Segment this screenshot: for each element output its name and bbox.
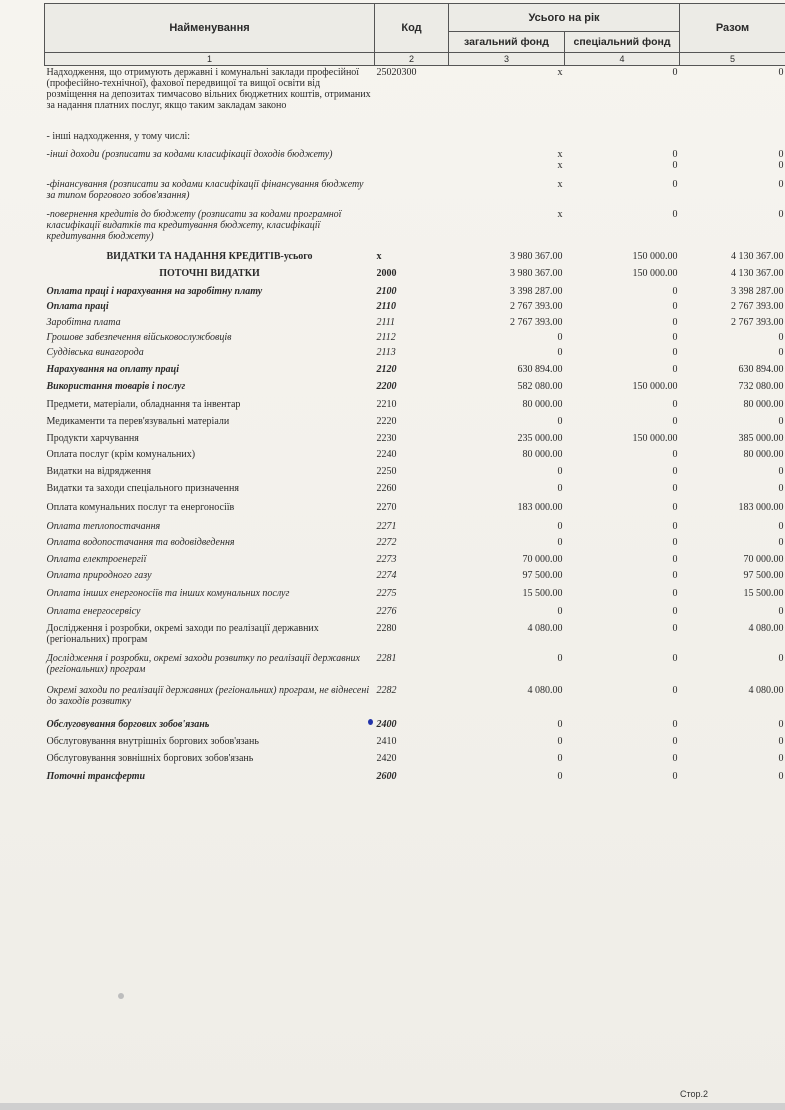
row-general-fund <box>449 130 565 148</box>
row-special-fund: 0 <box>672 416 678 427</box>
row-name: Видатки та заходи спеціального призначення <box>46 483 239 494</box>
row-total: 0 0 <box>778 149 784 171</box>
row-total: 3 398 287.00 <box>731 286 784 297</box>
row-code: 2271 <box>376 521 397 532</box>
table-row <box>45 285 785 300</box>
row-general-fund: x <box>557 67 563 78</box>
scan-edge <box>0 1103 785 1110</box>
table-row <box>45 501 785 520</box>
row-code: 2282 <box>376 685 397 696</box>
header-year-total: Усього на рік <box>449 4 680 32</box>
row-code: 2250 <box>376 466 397 477</box>
header-code: Код <box>375 4 449 53</box>
row-code: 2276 <box>376 606 397 617</box>
table-row <box>45 432 785 448</box>
row-general-fund: 3 398 287.00 <box>510 286 563 297</box>
row-special-fund: 0 <box>672 364 678 375</box>
row-name: Медикаменти та перев'язувальні матеріали <box>46 416 230 427</box>
row-code: 2210 <box>376 399 397 410</box>
row-special-fund: 0 <box>672 483 678 494</box>
scan-speck <box>368 719 373 725</box>
row-general-fund: 0 <box>557 466 563 477</box>
row-code: 2120 <box>376 364 397 375</box>
row-name: Оплата електроенергії <box>46 554 147 565</box>
table-row <box>45 553 785 569</box>
row-general-fund: 4 080.00 <box>527 685 563 696</box>
row-special-fund: 0 <box>672 286 678 297</box>
row-total: 0 <box>778 67 784 78</box>
row-code: 2400 <box>376 719 397 730</box>
row-code: 2270 <box>376 502 397 513</box>
row-general-fund: 0 <box>557 771 563 782</box>
header-col-1: 1 <box>45 53 375 66</box>
row-total: 0 <box>778 521 784 532</box>
row-name: -інші доходи (розписати за кодами класифікації доходів бюджету) <box>46 149 333 160</box>
row-code: x <box>376 251 382 262</box>
row-special-fund: 0 <box>672 771 678 782</box>
row-special-fund: 0 <box>672 554 678 565</box>
row-name: -фінансування (розписати за кодами класифікації фінансування бюджету за типом боргового зобов'язання) <box>46 179 364 201</box>
table-row <box>45 448 785 465</box>
row-name: Окремі заходи по реалізації державних (регіональних) програм, не віднесені до заходів розвитку <box>46 685 370 707</box>
row-code: 2273 <box>376 554 397 565</box>
row-name: Грошове забезпечення військовослужбовців <box>46 332 232 343</box>
table-body <box>45 66 785 793</box>
row-special-fund: 0 <box>672 301 678 312</box>
row-code: 2220 <box>376 416 397 427</box>
row-general-fund: 0 <box>557 537 563 548</box>
row-total: 97 500.00 <box>743 570 784 581</box>
row-special-fund: 0 0 <box>672 149 678 171</box>
row-general-fund: 80 000.00 <box>522 399 563 410</box>
row-total: 0 <box>778 606 784 617</box>
row-code: 2113 <box>376 347 396 358</box>
row-total <box>680 130 785 148</box>
row-code: 2260 <box>376 483 397 494</box>
table-row <box>45 520 785 536</box>
row-total: 0 <box>778 347 784 358</box>
row-special-fund: 0 <box>672 347 678 358</box>
row-name: Оплата праці <box>46 301 109 312</box>
row-name: Обслуговування зовнішніх боргових зобов'язань <box>46 753 254 764</box>
row-special-fund: 0 <box>672 209 678 220</box>
header-col-3: 3 <box>449 53 565 66</box>
row-total: 2 767 393.00 <box>731 301 784 312</box>
row-code: 2280 <box>376 623 397 634</box>
row-general-fund: 0 <box>557 521 563 532</box>
row-name: Надходження, що отримують державні і комунальні заклади професійної (професійно-технічної), фахової передвищої та вищої освіти від розміщення на депозитах тимчасово вільних бюджетних коштів, отриманих за надання платних послуг, якщо таким закладам законо <box>46 67 371 111</box>
row-total: 15 500.00 <box>743 588 784 599</box>
row-total: 385 000.00 <box>738 433 784 444</box>
row-name: Предмети, матеріали, обладнання та інвентар <box>46 399 241 410</box>
row-special-fund <box>565 130 680 148</box>
table-row <box>45 652 785 684</box>
row-name: Дослідження і розробки, окремі заходи по реалізації державних (регіональних) програм <box>46 623 319 645</box>
row-total: 80 000.00 <box>743 449 784 460</box>
row-code: 25020300 <box>376 67 417 78</box>
row-name: Заробітна плата <box>46 317 121 328</box>
row-name: ВИДАТКИ ТА НАДАННЯ КРЕДИТІВ-усього <box>106 251 313 262</box>
row-special-fund: 0 <box>672 449 678 460</box>
row-special-fund: 0 <box>672 606 678 617</box>
row-total: 0 <box>778 653 784 664</box>
row-special-fund: 0 <box>672 317 678 328</box>
row-name: Продукти харчування <box>46 433 139 444</box>
row-special-fund: 0 <box>672 502 678 513</box>
header-name: Найменування <box>45 4 375 53</box>
row-total: 0 <box>778 416 784 427</box>
row-total: 0 <box>778 537 784 548</box>
row-name: Оплата природного газу <box>46 570 152 581</box>
table-row <box>45 770 785 792</box>
row-special-fund: 150 000.00 <box>632 433 678 444</box>
row-special-fund: 0 <box>672 67 678 78</box>
row-general-fund: 0 <box>557 736 563 747</box>
row-total: 0 <box>778 736 784 747</box>
table-row <box>45 208 785 250</box>
header-total: Разом <box>680 4 785 53</box>
table-row <box>45 735 785 752</box>
row-name: Оплата праці і нарахування на заробітну плату <box>46 286 263 297</box>
header-general-fund: загальний фонд <box>449 32 565 53</box>
row-special-fund: 0 <box>672 537 678 548</box>
table-row <box>45 331 785 346</box>
table-row <box>45 363 785 380</box>
row-special-fund: 0 <box>672 685 678 696</box>
row-code: 2600 <box>376 771 397 782</box>
table-row <box>45 482 785 501</box>
row-general-fund: 0 <box>557 653 563 664</box>
row-special-fund: 0 <box>672 719 678 730</box>
row-general-fund: 582 080.00 <box>517 381 563 392</box>
row-general-fund: 0 <box>557 719 563 730</box>
table-row <box>45 316 785 331</box>
table-row <box>45 66 785 131</box>
row-general-fund: 2 767 393.00 <box>510 301 563 312</box>
header-col-2: 2 <box>375 53 449 66</box>
row-special-fund: 150 000.00 <box>632 381 678 392</box>
row-special-fund: 0 <box>672 736 678 747</box>
table-row <box>45 148 785 178</box>
row-special-fund: 0 <box>672 753 678 764</box>
row-code <box>375 208 449 250</box>
row-name: Оплата комунальних послуг та енергоносіїв <box>46 502 235 513</box>
row-code: 2111 <box>376 317 396 328</box>
table-row <box>45 605 785 622</box>
row-special-fund: 150 000.00 <box>632 268 678 279</box>
row-general-fund: 2 767 393.00 <box>510 317 563 328</box>
row-total: 4 130 367.00 <box>731 251 784 262</box>
row-code: 2272 <box>376 537 397 548</box>
table-row <box>45 752 785 770</box>
row-name: Поточні трансферти <box>46 771 146 782</box>
table-row <box>45 398 785 415</box>
row-name: Дослідження і розробки, окремі заходи розвитку по реалізації державних (регіональних) програм <box>46 653 360 675</box>
budget-table <box>44 3 785 792</box>
row-general-fund: 97 500.00 <box>522 570 563 581</box>
header-col-5: 5 <box>680 53 785 66</box>
row-code: 2274 <box>376 570 397 581</box>
row-general-fund: x <box>557 179 563 190</box>
table-row <box>45 684 785 718</box>
row-name: Оплата енергосервісу <box>46 606 141 617</box>
row-name: ПОТОЧНІ ВИДАТКИ <box>159 268 260 279</box>
row-name: Обслуговування боргових зобов'язань <box>46 719 210 730</box>
row-general-fund: 0 <box>557 347 563 358</box>
table-row <box>45 130 785 148</box>
row-total: 2 767 393.00 <box>731 317 784 328</box>
row-name: Використання товарів і послуг <box>46 381 186 392</box>
header-col-4: 4 <box>565 53 680 66</box>
row-code: 2281 <box>376 653 397 664</box>
row-name: Нарахування на оплату праці <box>46 364 179 375</box>
row-name: -повернення кредитів до бюджету (розписати за кодами програмної класифікації видатків та кредитування бюджету, класифікації кредитування бюджету) <box>46 209 342 242</box>
row-total: 0 <box>778 771 784 782</box>
row-total: 0 <box>778 483 784 494</box>
row-code: 2110 <box>376 301 396 312</box>
row-general-fund: 0 <box>557 416 563 427</box>
row-total: 732 080.00 <box>738 381 784 392</box>
row-code <box>375 148 449 178</box>
row-total: 630 894.00 <box>738 364 784 375</box>
row-general-fund: 3 980 367.00 <box>510 268 563 279</box>
row-special-fund: 0 <box>672 332 678 343</box>
table-row <box>45 465 785 482</box>
row-code: 2112 <box>376 332 396 343</box>
row-total: 0 <box>778 719 784 730</box>
row-special-fund: 0 <box>672 399 678 410</box>
row-name: Оплата інших енергоносіїв та інших комунальних послуг <box>46 588 290 599</box>
table-row <box>45 536 785 553</box>
table-row <box>45 718 785 735</box>
row-name: - інші надходження, у тому числі: <box>46 131 190 142</box>
row-special-fund: 0 <box>672 570 678 581</box>
table-row <box>45 415 785 432</box>
row-total: 70 000.00 <box>743 554 784 565</box>
row-general-fund: 0 <box>557 483 563 494</box>
row-total: 0 <box>778 332 784 343</box>
row-total: 0 <box>778 209 784 220</box>
row-code <box>375 178 449 208</box>
row-general-fund: 0 <box>557 606 563 617</box>
table-row <box>45 380 785 398</box>
row-name: Видатки на відрядження <box>46 466 151 477</box>
row-special-fund: 0 <box>672 466 678 477</box>
row-general-fund: 630 894.00 <box>517 364 563 375</box>
row-code: 2240 <box>376 449 397 460</box>
row-general-fund: 235 000.00 <box>517 433 563 444</box>
row-code <box>375 130 449 148</box>
row-special-fund: 0 <box>672 588 678 599</box>
table-row <box>45 346 785 363</box>
row-special-fund: 150 000.00 <box>632 251 678 262</box>
page-number: Стор.2 <box>680 1089 709 1099</box>
row-name: Оплата послуг (крім комунальних) <box>46 449 196 460</box>
row-total: 0 <box>778 179 784 190</box>
row-code: 2420 <box>376 753 397 764</box>
row-special-fund: 0 <box>672 521 678 532</box>
row-general-fund: 80 000.00 <box>522 449 563 460</box>
table-row <box>45 300 785 316</box>
table-row <box>45 250 785 267</box>
row-name: Суддівська винагорода <box>46 347 144 358</box>
header-special-fund: спеціальний фонд <box>565 32 680 53</box>
row-code: 2230 <box>376 433 397 444</box>
row-special-fund: 0 <box>672 179 678 190</box>
row-general-fund: 70 000.00 <box>522 554 563 565</box>
row-total: 4 080.00 <box>748 685 784 696</box>
row-special-fund: 0 <box>672 623 678 634</box>
row-code: 2275 <box>376 588 397 599</box>
scan-speck <box>118 993 124 999</box>
row-general-fund: 0 <box>557 332 563 343</box>
row-general-fund: 183 000.00 <box>517 502 563 513</box>
row-total: 80 000.00 <box>743 399 784 410</box>
row-general-fund: 0 <box>557 753 563 764</box>
row-special-fund: 0 <box>672 653 678 664</box>
table-row <box>45 178 785 208</box>
row-general-fund: 3 980 367.00 <box>510 251 563 262</box>
row-total: 0 <box>778 753 784 764</box>
row-total: 0 <box>778 466 784 477</box>
row-code: 2000 <box>376 268 397 279</box>
row-code: 2200 <box>376 381 397 392</box>
row-code: 2100 <box>376 286 397 297</box>
row-name: Оплата водопостачання та водовідведення <box>46 537 235 548</box>
row-name: Обслуговування внутрішніх боргових зобов'язань <box>46 736 259 747</box>
row-general-fund: 15 500.00 <box>522 588 563 599</box>
table-row <box>45 587 785 605</box>
table-row <box>45 569 785 587</box>
row-name: Оплата теплопостачання <box>46 521 161 532</box>
row-total: 4 080.00 <box>748 623 784 634</box>
table-row <box>45 622 785 652</box>
row-general-fund: 4 080.00 <box>527 623 563 634</box>
row-total: 183 000.00 <box>738 502 784 513</box>
table-row <box>45 267 785 285</box>
row-general-fund: x x <box>557 149 563 171</box>
row-general-fund: x <box>557 209 563 220</box>
row-total: 4 130 367.00 <box>731 268 784 279</box>
row-code: 2410 <box>376 736 397 747</box>
